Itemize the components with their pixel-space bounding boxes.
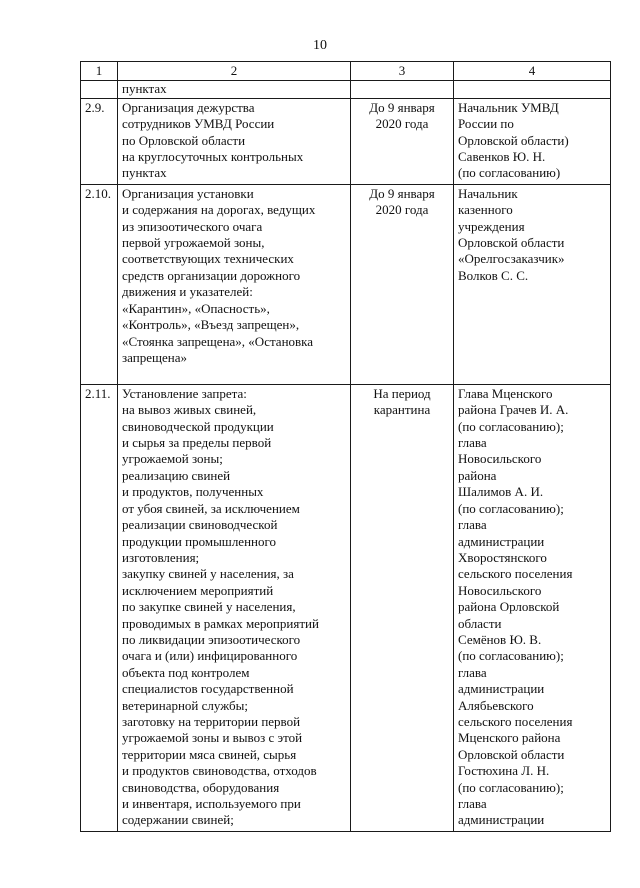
measure-cell-line: содержании свиней; <box>122 812 234 828</box>
responsible-cell-line: «Орелгосзаказчик» <box>458 251 565 267</box>
page-number: 10 <box>313 38 327 53</box>
measure-cell-line: Установление запрета: <box>122 385 247 401</box>
measure-cell-line: проводимых в рамках мероприятий <box>122 615 319 631</box>
table-header-row <box>81 62 611 81</box>
responsible-cell-line: Волков С. С. <box>458 267 529 283</box>
measure-cell-line: исключением мероприятий <box>122 582 274 598</box>
measure-cell-line: «Карантин», «Опасность», <box>122 300 270 316</box>
responsible-cell-line: сельского поселения <box>458 566 573 582</box>
responsible-cell-line: Шалимов А. И. <box>458 484 544 500</box>
responsible-cell-line: Хворостянского <box>458 549 547 565</box>
responsible-cell-line: (по согласованию) <box>458 165 561 181</box>
responsible-cell-line: администрации <box>458 812 545 828</box>
measure-cell-line: специалистов государственной <box>122 681 294 697</box>
row-number: 2.9. <box>81 98 118 184</box>
responsible-cell-line: Новосильского <box>458 451 542 467</box>
responsible-cell-line: администрации <box>458 533 545 549</box>
responsible-cell-line: глава <box>458 435 487 451</box>
measure-cell-line: от убоя свиней, за исключением <box>122 500 300 516</box>
measure-cell-line: и продуктов свиноводства, отходов <box>122 763 317 779</box>
measure-cell-line: на вывоз живых свиней, <box>122 402 257 418</box>
responsible-cell <box>454 81 611 98</box>
measure-cell-line: «Контроль», «Въезд запрещен», <box>122 317 300 333</box>
responsible-cell-line: учреждения <box>458 218 525 234</box>
measure-cell-line: и инвентаря, используемого при <box>122 796 301 811</box>
measure-cell-line: и продуктов, полученных <box>122 484 264 500</box>
term-cell-line: 2020 года <box>375 116 429 132</box>
measure-cell-line: заготовку на территории первой <box>122 713 301 729</box>
responsible-cell <box>454 384 611 831</box>
measure-cell-line: реализации свиноводческой <box>122 517 278 533</box>
table-row <box>81 81 611 98</box>
responsible-cell-line: Орловской области) <box>458 132 569 148</box>
measures-table <box>80 61 611 832</box>
table-row <box>81 98 611 184</box>
responsible-cell-line: Начальник УМВД <box>458 99 559 115</box>
table-row <box>81 384 611 831</box>
row-number: 2.10. <box>81 184 118 384</box>
responsible-cell-line: сельского поселения <box>458 713 573 729</box>
responsible-cell-line: Глава Мценского <box>458 385 553 401</box>
measure-cell-line: продукции промышленного <box>122 533 276 549</box>
measure-cell-line: «Стоянка запрещена», «Остановка <box>122 333 314 349</box>
measure-cell-line: по ликвидации эпизоотического <box>122 631 301 647</box>
measure-cell-line: очага и (или) инфицированного <box>122 648 298 664</box>
responsible-cell-line: (по согласованию); <box>458 418 564 434</box>
measure-cell-line: свиноводческой продукции <box>122 418 274 434</box>
row-number <box>81 81 118 98</box>
measure-cell-line: сотрудников УМВД России <box>122 116 275 132</box>
responsible-cell-line: Савенков Ю. Н. <box>458 149 546 165</box>
term-cell <box>351 384 454 831</box>
responsible-cell-line: области <box>458 615 502 631</box>
measure-cell-line: закупку свиней у населения, за <box>122 566 294 582</box>
responsible-cell-line: (по согласованию); <box>458 648 564 664</box>
responsible-cell-line: Новосильского <box>458 582 542 598</box>
responsible-cell-line: казенного <box>458 202 513 218</box>
responsible-cell-line: (по согласованию); <box>458 779 564 795</box>
responsible-cell <box>454 98 611 184</box>
measure-cell-line: на круглосуточных контрольных <box>122 149 304 165</box>
measure-cell-line: и содержания на дорогах, ведущих <box>122 202 316 218</box>
header-col-1: 1 <box>81 62 118 81</box>
measure-cell-line: средств организации дорожного <box>122 267 301 283</box>
responsible-cell-line: глава <box>458 517 487 533</box>
measure-cell-line: первой угрожаемой зоны, <box>122 235 265 251</box>
row-number: 2.11. <box>81 384 118 831</box>
responsible-cell-line: района <box>458 467 497 483</box>
measure-cell-line: угрожаемой зоны; <box>122 451 223 467</box>
responsible-cell-line: района Орловской <box>458 599 560 615</box>
measure-cell-line: движения и указателей: <box>122 284 253 300</box>
term-cell <box>351 81 454 98</box>
term-cell <box>351 98 454 184</box>
responsible-cell-line: России по <box>458 116 514 132</box>
responsible-cell-line: Гостюхина Л. Н. <box>458 763 550 779</box>
measure-cell <box>118 98 351 184</box>
measure-cell-line: угрожаемой зоны и вывоз с этой <box>122 730 303 746</box>
responsible-cell-line: глава <box>458 796 487 811</box>
responsible-cell-line: Мценского района <box>458 730 561 746</box>
measure-cell-line: по Орловской области <box>122 132 246 148</box>
responsible-cell-line: (по согласованию); <box>458 500 564 516</box>
measure-cell <box>118 81 351 98</box>
measure-cell-line: ветеринарной службы; <box>122 697 248 713</box>
measure-cell-line: пунктах <box>122 165 167 181</box>
measure-cell <box>118 384 351 831</box>
measure-cell-line: соответствующих технических <box>122 251 294 267</box>
measure-cell-line: Организация установки <box>122 185 254 201</box>
measure-cell-line: реализацию свиней <box>122 467 231 483</box>
responsible-cell-line: Семёнов Ю. В. <box>458 631 542 647</box>
measure-cell-line: из эпизоотического очага <box>122 218 263 234</box>
responsible-cell-line: Орловской области <box>458 235 565 251</box>
term-cell <box>351 184 454 384</box>
header-col-3: 3 <box>351 62 454 81</box>
header-col-2: 2 <box>118 62 351 81</box>
responsible-cell-line: района Грачев И. А. <box>458 402 569 418</box>
measure-cell-line: по закупке свиней у населения, <box>122 599 296 615</box>
measure-cell-line: изготовления; <box>122 549 200 565</box>
responsible-cell-line: администрации <box>458 681 545 697</box>
responsible-cell-line: Орловской области <box>458 746 565 762</box>
responsible-cell-line: глава <box>458 664 487 680</box>
measure-cell-line: Организация дежурства <box>122 99 255 115</box>
measure-cell-line: свиноводства, оборудования <box>122 779 280 795</box>
responsible-cell <box>454 184 611 384</box>
term-cell-line: До 9 января <box>369 99 435 115</box>
measure-cell-line: пунктах <box>122 81 167 97</box>
measure-cell <box>118 184 351 384</box>
measure-cell-line: объекта под контролем <box>122 664 250 680</box>
header-col-4: 4 <box>454 62 611 81</box>
measure-cell-line: территории мяса свиней, сырья <box>122 746 297 762</box>
term-cell-line: 2020 года <box>375 202 429 218</box>
term-cell-line: На период <box>373 385 431 401</box>
responsible-cell-line: Алябьевского <box>458 697 534 713</box>
responsible-cell-line: Начальник <box>458 185 518 201</box>
measure-cell-line: и сырья за пределы первой <box>122 435 272 451</box>
measure-cell-line: запрещена» <box>122 349 187 365</box>
term-cell-line: карантина <box>373 402 431 418</box>
term-cell-line: До 9 января <box>369 185 435 201</box>
table-row <box>81 184 611 384</box>
